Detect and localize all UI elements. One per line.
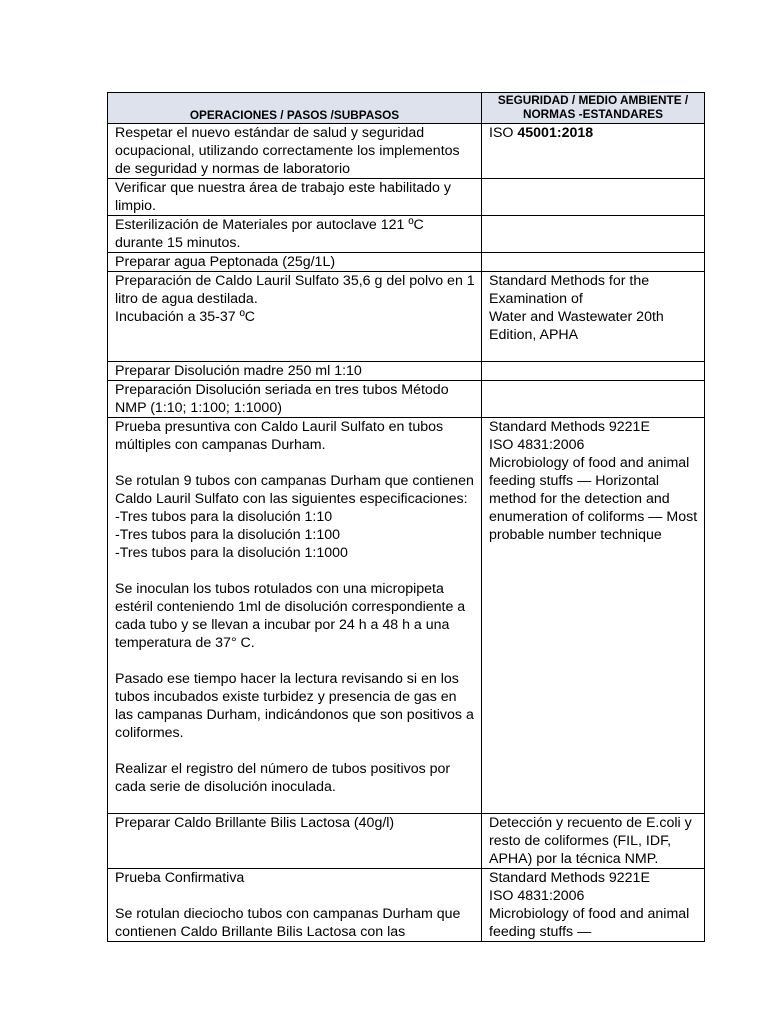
norm-bold: 45001:2018 [517, 125, 594, 141]
step-cell: Preparar Disolución madre 250 ml 1:10 [108, 362, 482, 381]
procedure-table [107, 92, 705, 942]
step-cell: Prueba Confirmativa Se rotulan dieciocho tubos con campanas Durham que contienen Caldo Brillante Bilis Lactosa con las [108, 869, 482, 942]
norm-cell [482, 124, 705, 179]
norm-cell: Standard Methods 9221E ISO 4831:2006 Microbiology of food and animal feeding stuffs — [482, 869, 705, 942]
step-cell: Preparar agua Peptonada (25g/1L) [108, 253, 482, 272]
step-cell: Respetar el nuevo estándar de salud y seguridad ocupacional, utilizando correctamente los implementos de seguridad y normas de laboratorio [108, 124, 482, 179]
step-cell: Esterilización de Materiales por autoclave 121 ºC durante 15 minutos. [108, 216, 482, 253]
table-row [108, 179, 705, 216]
norm-cell [482, 179, 705, 216]
norm-cell [482, 381, 705, 418]
table-row [108, 362, 705, 381]
table-row [108, 814, 705, 869]
table-row [108, 124, 705, 179]
table-row [108, 272, 705, 362]
table-row [108, 216, 705, 253]
norm-cell: Standard Methods 9221E ISO 4831:2006 Microbiology of food and animal feeding stuffs — Horizontal method for the detection and enumeration of coliforms — Most probable number technique [482, 418, 705, 814]
norm-prefix: ISO [489, 125, 518, 141]
norm-cell: Standard Methods for the Examination of Water and Wastewater 20th Edition, APHA [482, 272, 705, 362]
table-header-row [108, 93, 705, 124]
table-row [108, 381, 705, 418]
norm-cell [482, 216, 705, 253]
header-operations: OPERACIONES / PASOS /SUBPASOS [108, 93, 482, 124]
step-cell: Preparar Caldo Brillante Bilis Lactosa (40g/l) [108, 814, 482, 869]
norm-cell [482, 362, 705, 381]
table-row [108, 869, 705, 942]
step-cell: Verificar que nuestra área de trabajo este habilitado y limpio. [108, 179, 482, 216]
step-cell: Preparación de Caldo Lauril Sulfato 35,6 g del polvo en 1 litro de agua destilada. Incubación a 35-37 ºC [108, 272, 482, 362]
norm-cell [482, 253, 705, 272]
table-row [108, 253, 705, 272]
header-standards: SEGURIDAD / MEDIO AMBIENTE / NORMAS -ESTANDARES [482, 93, 705, 124]
step-cell: Prueba presuntiva con Caldo Lauril Sulfato en tubos múltiples con campanas Durham. Se rotulan 9 tubos con campanas Durham que contienen Caldo Lauril Sulfato con las siguientes especificaciones: -Tres tubos para la disolución 1:10 -Tres tubos para la disolución 1:100 -Tres tubos para la disolución 1:1000 Se inoculan los tubos rotulados con una micropipeta estéril conteniendo 1ml de disolución correspondiente a cada tubo y se llevan a incubar por 24 h a 48 h a una temperatura de 37° C. Pasado ese tiempo hacer la lectura revisando si en los tubos incubados existe turbidez y presencia de gas en las campanas Durham, indicándonos que son positivos a coliformes. Realizar el registro del número de tubos positivos por cada serie de disolución inoculada. [108, 418, 482, 814]
step-cell: Preparación Disolución seriada en tres tubos Método NMP (1:10; 1:100; 1:1000) [108, 381, 482, 418]
norm-cell: Detección y recuento de E.coli y resto de coliformes (FIL, IDF, APHA) por la técnica NMP. [482, 814, 705, 869]
table-row [108, 418, 705, 814]
